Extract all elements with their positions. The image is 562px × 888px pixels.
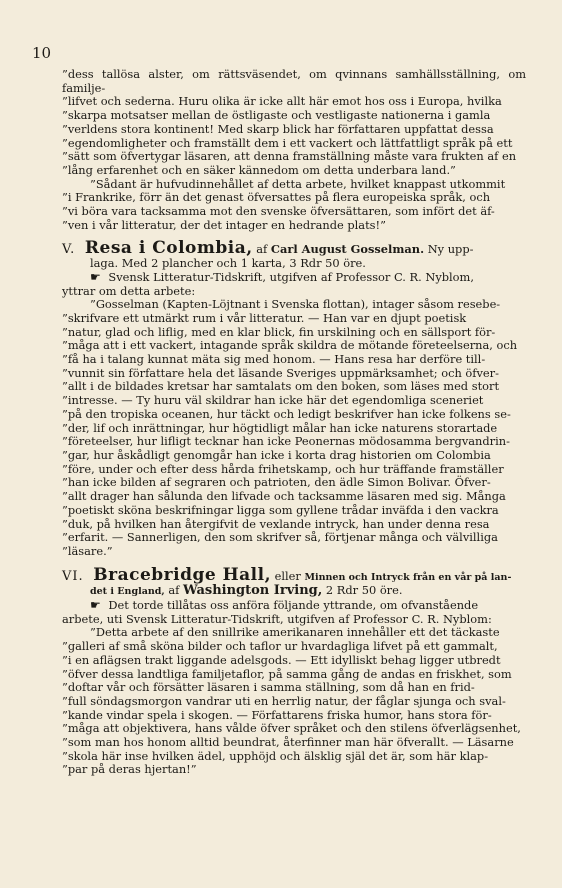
page-number: 10 [32,44,52,62]
text-line: ”egendomligheter och framställt dem i ett vackert och lättfattligt språk på ett [62,135,513,150]
text-line: ”poetiskt sköna beskrifningar ligga som gyllene trådar inväfda i den vackra [62,502,499,517]
text-line: ”par på deras hjertan!” [62,762,197,777]
text-line: ”i en aflägsen trakt liggande adelsgods. — Ett idylliskt behag ligger utbredt [62,652,501,667]
text-line: ”skrifvare ett utmärkt rum i vår litteratur. — Han var en djupt poetisk [62,310,467,325]
text-line: ”läsare.” [62,543,113,558]
text-line: ”lifvet och sederna. Huru olika är icke allt här emot hos oss i Europa, hvilka [62,94,502,109]
reference-text: arbete, uti Svensk Litteratur-Tidskrift, utgifven af Professor C. R. Nyblom: [62,611,492,626]
text-line: ”skarpa motsatser mellan de östligaste och vestligaste nationerna i gamla [62,108,491,123]
edition-line: laga. Med 2 plancher och 1 karta, 3 Rdr 50 öre. [90,256,366,271]
book-title: Resa i Colombia, [84,238,253,259]
book-subtitle: Minnen och Intryck från en vår på lan- [304,571,512,583]
section-numeral: V. [62,242,76,258]
text-line: ”måga att objektivera, hans vålde öfver språket och den stilens öfverlägsenhet, [62,721,521,736]
text-line: ”gar, hur åskådligt genomgår han icke i korta drag historien om Colombia [62,447,491,462]
text-line: ”sätt som öfvertygar läsaren, att denna framställning måste vara frukten af en [62,149,517,164]
byline-pre: af [168,583,180,598]
text-line: ”skola här inse hvilken ädel, upphöjd och älsklig själ det är, som här klap- [62,748,489,763]
section-v-heading [62,238,526,298]
text-line: ”ven i vår litteratur, der det intager en hedrande plats!” [62,217,386,232]
text-line: ”i Frankrike, förr än det genast öfversattes på flera europeiska språk, och [62,190,491,205]
text-line: ”natur, glad och liflig, med en klar blick, fin urskilning och en sällsport för- [62,324,496,339]
text-line: ”få ha i talang kunnat mäta sig med honom. — Hans resa har derföre till- [62,352,486,367]
title-connector: eller [274,568,301,583]
text-line: ”öfver dessa landtliga familjetaflor, på samma gång de andas en friskhet, som [62,666,512,681]
book-author: Washington Irving, [182,583,323,599]
text-line: ”före, under och efter dess hårda frihetskamp, och hur träffande framställer [62,461,504,476]
continuation-quote [62,68,526,232]
text-line: ”vi böra vara tacksamma mot den svenske öfversättaren, som infört det äf- [62,204,495,219]
text-line: ”duk, på hvilken han återgifvit de vexlande intryck, han under denna resa [62,516,490,531]
text-line: ”intresse. — Ty huru väl skildrar han icke här det egendomliga sceneriet [62,393,484,408]
text-line: ”Gosselman (Kapten-Löjtnant i Svenska flottan), intager såsom resebe- [90,297,501,312]
text-line: ”som man hos honom alltid beundrat, återfinner man här öfverallt. — Läsarne [62,735,514,750]
book-subtitle: det i England, [90,586,165,598]
text-line: ”vunnit sin författare hela det läsande Sveriges uppmärksamhet; och öfver- [62,365,499,380]
text-line: ”han icke bilden af segraren och patrioten, den ädle Simon Bolivar. Öfver- [62,475,491,490]
text-line: ”galleri af små sköna bilder och taflor ur hvardagliga lifvet på ett gammalt, [62,639,498,654]
byline-pre: af [256,242,268,257]
pointing-hand-icon: ☛ [90,269,101,284]
review-quote-vi [62,626,526,777]
section-vi-heading [62,564,526,627]
reference-text: Det torde tillåtas oss anföra följande yttrande, om ofvanstående [108,598,479,613]
section-numeral: VI. [62,568,84,584]
text-line: ”måga att i ett vackert, intagande språk skildra de mötande företeelserna, och [62,338,518,353]
reference-text: yttrar om detta arbete: [62,283,196,298]
heading-tail: Ny upp- [427,242,474,257]
text-line: ”kande vindar spela i skogen. — Författarens friska humor, hans stora för- [62,707,492,722]
page-body [62,68,526,777]
text-line: ”erfarit. — Sannerligen, den som skrifver så, förtjenar många och välvilliga [62,530,498,545]
text-line: ”företeelser, hur lifligt tecknar han icke Peonernas mödosamma bergvandrin- [62,434,510,449]
text-line: ”lång erfarenhet och en säker kännedom om detta underbara land.” [62,162,456,177]
text-line: ”verldens stora kontinent! Med skarp blick har författaren uppfattat dessa [62,121,494,136]
text-line: ”på den tropiska oceanen, hur täckt och ledigt beskrifver han icke folkens se- [62,406,511,421]
text-line: ”Sådant är hufvudinnehållet af detta arbete, hvilket knappast utkommit [90,176,506,191]
book-author: Carl August Gosselman. [270,242,425,257]
text-line: ”dess tallösa alster, om rättsväsendet, om qvinnans samhällsställning, om familje- [62,67,526,95]
text-line: ”der, lif och inrättningar, hur högtidligt målar han icke naturens storartade [62,420,498,435]
text-line: ”full söndagsmorgon vandrar uti en herrlig natur, der fåglar sjunga och sval- [62,693,506,708]
review-quote-v [62,298,526,558]
book-price: 2 Rdr 50 öre. [325,583,403,598]
text-line: ”allt drager han sålunda den lifvade och tacksamme läsaren med sig. Många [62,489,506,504]
text-line: ”Detta arbete af den snillrike amerikanaren innehåller ett det täckaste [90,625,500,640]
reference-text: Svensk Litteratur-Tidskrift, utgifven af Professor C. R. Nyblom, [108,269,474,284]
text-line: ”doftar vår och försätter läsaren i samma ställning, som då han en frid- [62,680,475,695]
pointing-hand-icon: ☛ [90,598,101,613]
text-line: ”allt i de bildades kretsar har samtalats om den boken, som läses med stort [62,379,500,394]
book-title: Bracebridge Hall, [93,564,272,585]
